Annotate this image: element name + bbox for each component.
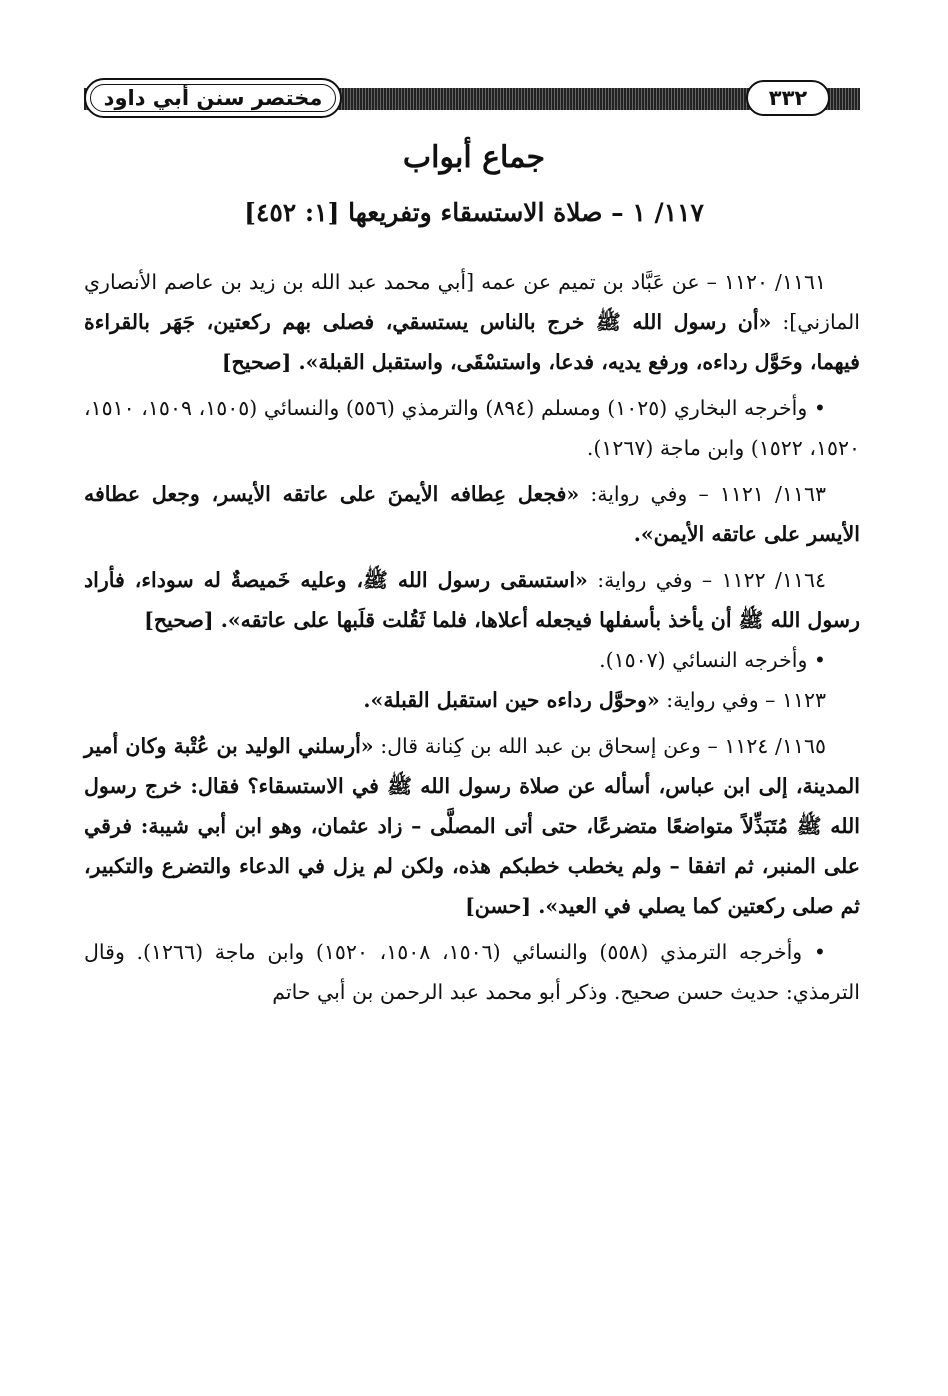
hadith-number: ١١٦٣/ ١١٢١ – bbox=[698, 482, 826, 506]
takhrij-text: وأخرجه النسائي (١٥٠٧). bbox=[599, 648, 808, 672]
takhrij-paragraph bbox=[84, 388, 860, 468]
hadith-text: «استسقى رسول الله ﷺ، وعليه خَميصةٌ له سوداء، فأراد رسول الله ﷺ أن يأخذ بأسفلها فيجعله أعلاها، فلما ثَقُلت قلَبها على عاتقه». bbox=[84, 568, 860, 632]
page-number: ٣٣٢ bbox=[746, 80, 830, 116]
hadith-intro: وفي رواية: bbox=[587, 568, 702, 592]
hadith-text: «فجعل عِطافه الأيمنَ على عاتقه الأيسر، وجعل عطافه الأيسر على عاتقه الأيمن». bbox=[84, 482, 860, 546]
page-header bbox=[84, 78, 860, 120]
section-title: ١١٧/ ١ – صلاة الاستسقاء وتفريعها [١: ٤٥٢] bbox=[244, 198, 704, 227]
hadith-intro: وفي رواية: bbox=[659, 688, 766, 712]
book-title: مختصر سنن أبي داود bbox=[84, 78, 342, 118]
hadith-paragraph bbox=[84, 726, 860, 926]
hadith-number: ١١٢٣ – bbox=[765, 688, 826, 712]
chapter-title: جماع أبواب bbox=[402, 140, 546, 175]
hadith-text: «وحوَّل رداءه حين استقبل القبلة». bbox=[363, 688, 660, 712]
hadith-intro: وعن إسحاق بن عبد الله بن كِنانة قال: bbox=[373, 734, 708, 758]
hadith-grade: [صحيح] bbox=[144, 608, 221, 632]
body-text bbox=[84, 262, 860, 1012]
takhrij-paragraph bbox=[84, 932, 860, 1012]
hadith-paragraph bbox=[84, 262, 860, 382]
hadith-number: ١١٦٥/ ١١٢٤ – bbox=[707, 734, 826, 758]
hadith-paragraph bbox=[84, 680, 860, 720]
hadith-text: «أن رسول الله ﷺ خرج بالناس يستسقي، فصلى بهم ركعتين، جَهَر بالقراءة فيهما، وحَوَّل رداءه، ورفع يديه، فدعا، واستسْقَى، واستقبل القبلة». bbox=[84, 310, 860, 374]
hadith-grade: [حسن] bbox=[465, 894, 539, 918]
hadith-number: ١١٦١/ ١١٢٠ – bbox=[706, 270, 826, 294]
takhrij-text: وأخرجه الترمذي (٥٥٨) والنسائي (١٥٠٦، ١٥٠٨، ١٥٢٠) وابن ماجة (١٢٦٦). وقال الترمذي: حديث حسن صحيح. وذكر أبو محمد عبد الرحمن بن أبي حاتم bbox=[84, 940, 860, 1004]
hadith-grade: [صحيح] bbox=[221, 350, 299, 374]
hadith-text: «أرسلني الوليد بن عُتْبة وكان أمير المدينة، إلى ابن عباس، أسأله عن صلاة رسول الله ﷺ في الاستسقاء؟ فقال: خرج رسول الله ﷺ مُتَبَذِّلاً متواضعًا متضرعًا، حتى أتى المصلَّى – زاد عثمان، وهو ابن أبي شيبة: فرقي على المنبر، ثم اتفقا – ولم يخطب خطبكم هذه، ولكن لم يزل في الدعاء والتضرع والتكبير، ثم صلى ركعتين كما يصلي في العيد». bbox=[84, 734, 860, 918]
hadith-number: ١١٦٤/ ١١٢٢ – bbox=[701, 568, 826, 592]
hadith-paragraph bbox=[84, 474, 860, 554]
hadith-intro: عن عَبَّاد بن تميم عن عمه [أبي محمد عبد الله بن زيد بن عاصم الأنصاري المازني]: bbox=[84, 270, 860, 334]
hadith-intro: وفي رواية: bbox=[579, 482, 699, 506]
hadith-paragraph bbox=[84, 560, 860, 640]
takhrij-text: وأخرجه البخاري (١٠٢٥) ومسلم (٨٩٤) والترمذي (٥٥٦) والنسائي (١٥٠٥، ١٥٠٩، ١٥١٠، ١٥٢٠، ١٥٢٢) وابن ماجة (١٢٦٧). bbox=[84, 396, 860, 460]
takhrij-paragraph bbox=[84, 640, 860, 680]
